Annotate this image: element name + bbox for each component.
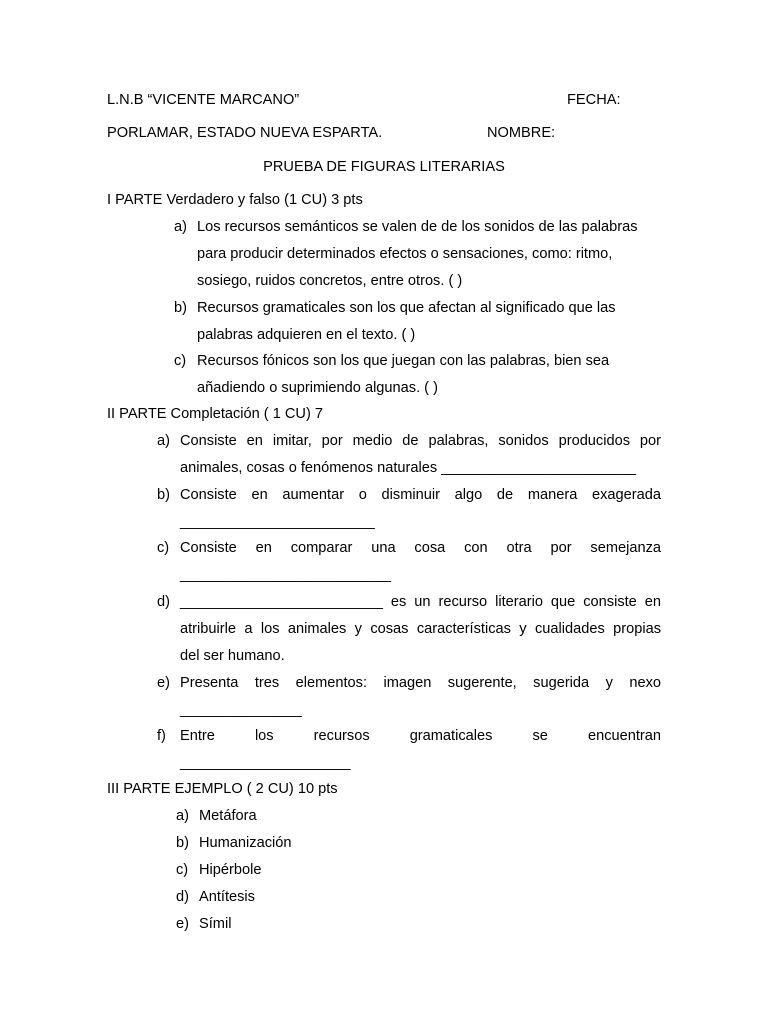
item-text xyxy=(180,535,661,589)
item-label: d) xyxy=(157,594,170,610)
text-line: Recursos fónicos son los que juegan con las palabras, bien sea xyxy=(197,353,610,369)
example-item: Antítesis xyxy=(199,889,255,905)
text-line: Consiste en aumentar o disminuir algo de manera exagerada xyxy=(180,487,661,503)
item-label: a) xyxy=(176,808,189,824)
example-item: Metáfora xyxy=(199,808,257,824)
text-line: Presenta tres elementos: imagen sugerente, sugerida y nexo xyxy=(180,675,661,691)
item-text xyxy=(197,348,609,402)
item-label: c) xyxy=(176,862,189,878)
item-label: e) xyxy=(176,916,189,932)
item-label: a) xyxy=(174,219,187,235)
item-label: b) xyxy=(157,487,170,503)
item-text xyxy=(197,214,638,295)
example-item: Humanización xyxy=(199,835,292,851)
page-title: PRUEBA DE FIGURAS LITERARIAS xyxy=(263,159,505,175)
item-label: e) xyxy=(157,675,170,691)
text-line: añadiendo o suprimiendo algunas. ( ) xyxy=(197,380,438,396)
part2-heading: II PARTE Completación ( 1 CU) 7 xyxy=(107,406,324,422)
item-label: a) xyxy=(157,433,170,449)
answer-blank: _____________________ xyxy=(180,755,351,771)
fecha-label: FECHA: xyxy=(567,92,621,108)
item-text xyxy=(180,723,661,777)
item-text xyxy=(180,670,661,724)
example-item: Hipérbole xyxy=(199,862,262,878)
item-text xyxy=(180,428,661,482)
school-name: L.N.B “VICENTE MARCANO” xyxy=(107,92,300,108)
text-line: Los recursos semánticos se valen de de los sonidos de las palabras xyxy=(197,219,638,235)
text-line-with-blank: animales, cosas o fenómenos naturales ________________________ xyxy=(180,460,637,476)
item-text xyxy=(180,589,661,670)
nombre-label: NOMBRE: xyxy=(487,125,556,141)
text-line: Consiste en imitar, por medio de palabras, sonidos producidos por xyxy=(180,433,661,449)
text-line: atribuirle a los animales y cosas características y cualidades propias xyxy=(180,621,661,637)
item-text xyxy=(197,295,616,349)
item-label: b) xyxy=(174,300,187,316)
text-line: para producir determinados efectos o sensaciones, como: ritmo, xyxy=(197,246,613,262)
part3-heading: III PARTE EJEMPLO ( 2 CU) 10 pts xyxy=(107,781,338,797)
text-line: Recursos gramaticales son los que afectan al significado que las xyxy=(197,300,616,316)
answer-blank: ________________________ xyxy=(180,514,375,530)
item-label: b) xyxy=(176,835,189,851)
example-item: Símil xyxy=(199,916,232,932)
text-line: Entre los recursos gramaticales se encuentran xyxy=(180,728,661,744)
answer-blank: __________________________ xyxy=(180,567,392,583)
part1-heading: I PARTE Verdadero y falso (1 CU) 3 pts xyxy=(107,192,363,208)
answer-blank: _______________ xyxy=(180,702,302,718)
location: PORLAMAR, ESTADO NUEVA ESPARTA. xyxy=(107,125,383,141)
item-label: f) xyxy=(157,728,166,744)
item-label: c) xyxy=(157,540,170,556)
text-line: palabras adquieren en el texto. ( ) xyxy=(197,327,416,343)
text-line: sosiego, ruidos concretos, entre otros. ( ) xyxy=(197,273,463,289)
text-line-with-blank: _________________________ es un recurso literario que consiste en xyxy=(180,594,661,610)
text-line: del ser humano. xyxy=(180,648,285,664)
item-label: c) xyxy=(174,353,187,369)
text-line: Consiste en comparar una cosa con otra por semejanza xyxy=(180,540,661,556)
item-text xyxy=(180,482,661,536)
item-label: d) xyxy=(176,889,189,905)
